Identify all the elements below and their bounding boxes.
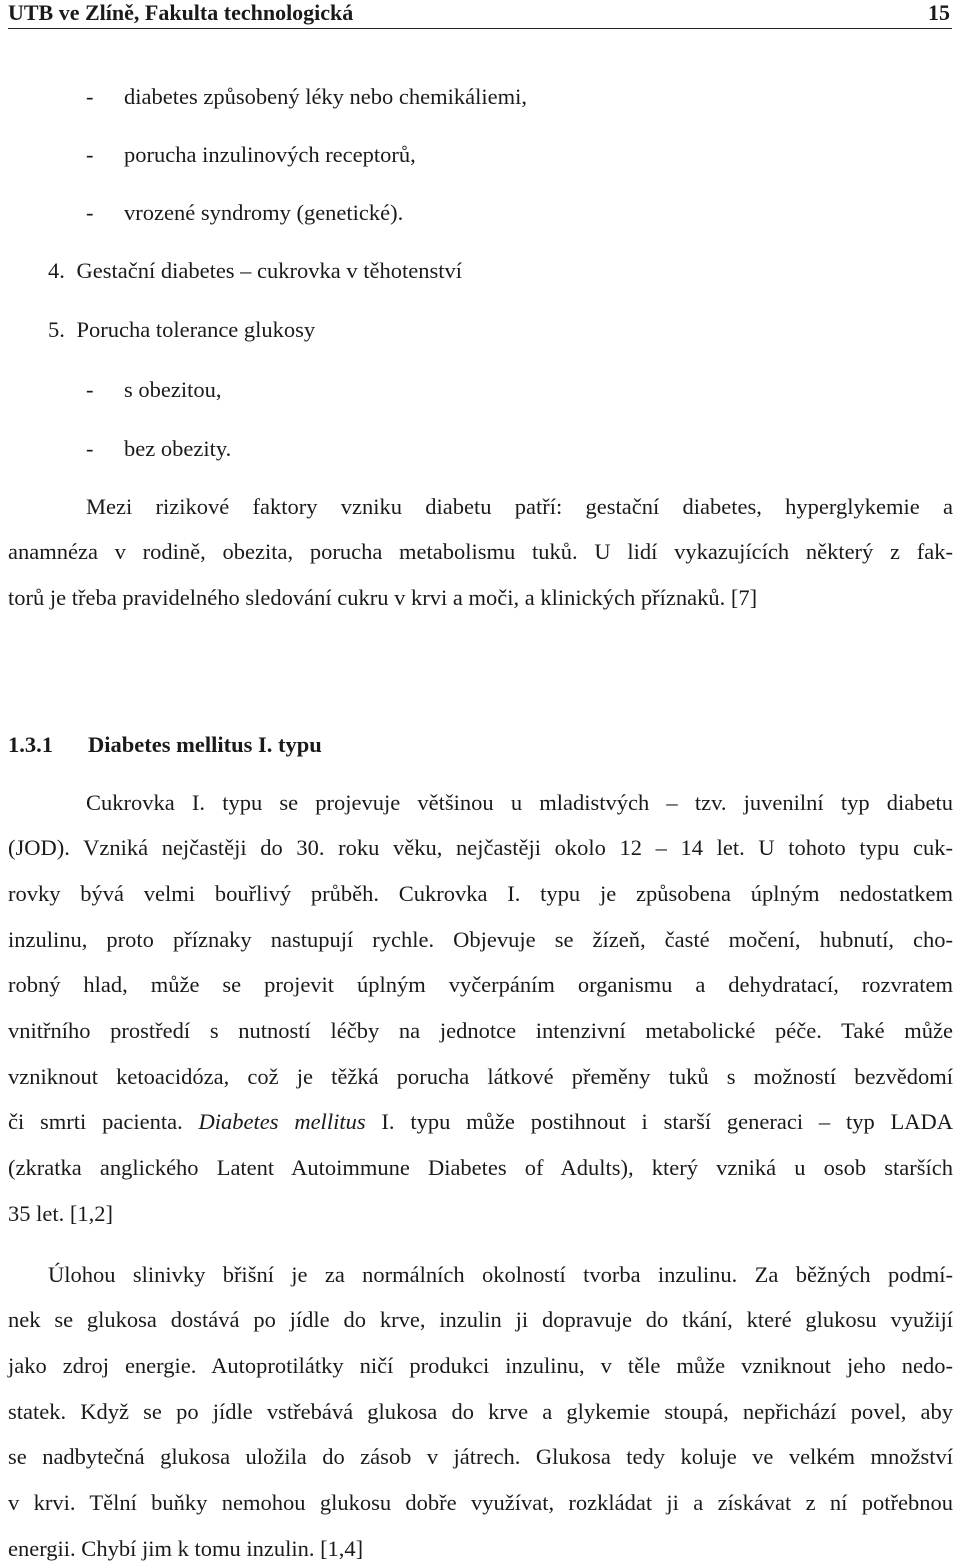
page-header [8, 0, 952, 29]
paragraph-line: nek se glukosa dostává po jídle do krve, inzulin ji dopravuje do tkání, které glukosu využijí [8, 1307, 953, 1332]
paragraph-line: rovky bývá velmi bouřlivý průběh. Cukrovka I. typu je způsobena úplným nedostatkem [8, 881, 953, 906]
list-dash: - [86, 200, 94, 225]
paragraph-line: 35 let. [1,2] [8, 1201, 113, 1226]
paragraph-line: Cukrovka I. typu se projevuje většinou u mladistvých – tzv. juvenilní typ diabetu [86, 790, 953, 815]
list-item-text: s obezitou, [124, 377, 222, 402]
paragraph-line: torů je třeba pravidelného sledování cukru v krvi a moči, a klinických příznaků. [7] [8, 585, 758, 610]
paragraph-line: (JOD). Vzniká nejčastěji do 30. roku věku, nejčastěji okolo 12 – 14 let. U tohoto typu cuk- [8, 835, 953, 860]
paragraph-line: (zkratka anglického Latent Autoimmune Diabetes of Adults), který vzniká u osob starších [8, 1155, 953, 1180]
list-dash: - [86, 377, 94, 402]
italic-term: Diabetes mellitus [198, 1109, 366, 1134]
paragraph-line: robný hlad, může se projevit úplným vyčerpáním organismu a dehydratací, rozvratem [8, 972, 953, 997]
paragraph-line: vzniknout ketoacidóza, což je těžká porucha látkové přeměny tuků s možností bezvědomí [8, 1064, 953, 1089]
numbered-item-text: Gestační diabetes – cukrovka v těhotenství [76, 258, 463, 283]
paragraph-line: statek. Když se po jídle vstřebává glukosa do krve a glykemie stoupá, nepřichází povel, aby [8, 1399, 953, 1424]
list-dash: - [86, 436, 94, 461]
list-item-text: porucha inzulinových receptorů, [124, 142, 416, 167]
paragraph-line: jako zdroj energie. Autoprotilátky ničí produkci inzulinu, v těle může vzniknout jeho nedo- [8, 1353, 953, 1378]
paragraph-line: v krvi. Tělní buňky nemohou glukosu dobře využívat, rozkládat ji a získávat z ní potřebnou [8, 1490, 953, 1515]
section-title: Diabetes mellitus I. typu [88, 732, 322, 757]
line-text: I. typu může postihnout i starší generaci – typ LADA [381, 1109, 954, 1134]
paragraph-line: energii. Chybí jim k tomu inzulin. [1,4] [8, 1536, 364, 1561]
paragraph-line: Úlohou slinivky břišní je za normálních okolností tvorba inzulinu. Za běžných podmí- [48, 1262, 953, 1287]
numbered-item [48, 316, 315, 344]
page-number: 15 [928, 0, 950, 25]
numbered-item [48, 257, 462, 285]
numbered-item-number: 4. [48, 258, 65, 283]
paragraph-line: inzulinu, proto příznaky nastupují rychle. Objevuje se žízeň, časté močení, hubnutí, cho- [8, 927, 953, 952]
paragraph-line: se nadbytečná glukosa uložila do zásob v játrech. Glukosa tedy koluje ve velkém množství [8, 1444, 953, 1469]
list-item-text: bez obezity. [124, 436, 232, 461]
paragraph-line [8, 1108, 953, 1136]
list-item-text: diabetes způsobený léky nebo chemikáliemi, [124, 84, 528, 109]
paragraph-line: vnitřního prostředí s nutností léčby na jednotce intenzivní metabolické péče. Také může [8, 1018, 953, 1043]
numbered-item-text: Porucha tolerance glukosy [76, 317, 316, 342]
list-dash: - [86, 84, 94, 109]
list-item-text: vrozené syndromy (genetické). [124, 200, 404, 225]
line-text: či smrti pacienta. [8, 1109, 183, 1134]
header-title: UTB ve Zlíně, Fakulta technologická [8, 0, 354, 25]
paragraph-line: anamnéza v rodině, obezita, porucha metabolismu tuků. U lidí vykazujících některý z fak- [8, 539, 953, 564]
section-number: 1.3.1 [8, 732, 53, 757]
list-dash: - [86, 142, 94, 167]
paragraph-line: Mezi rizikové faktory vzniku diabetu patří: gestační diabetes, hyperglykemie a [86, 494, 953, 519]
numbered-item-number: 5. [48, 317, 65, 342]
